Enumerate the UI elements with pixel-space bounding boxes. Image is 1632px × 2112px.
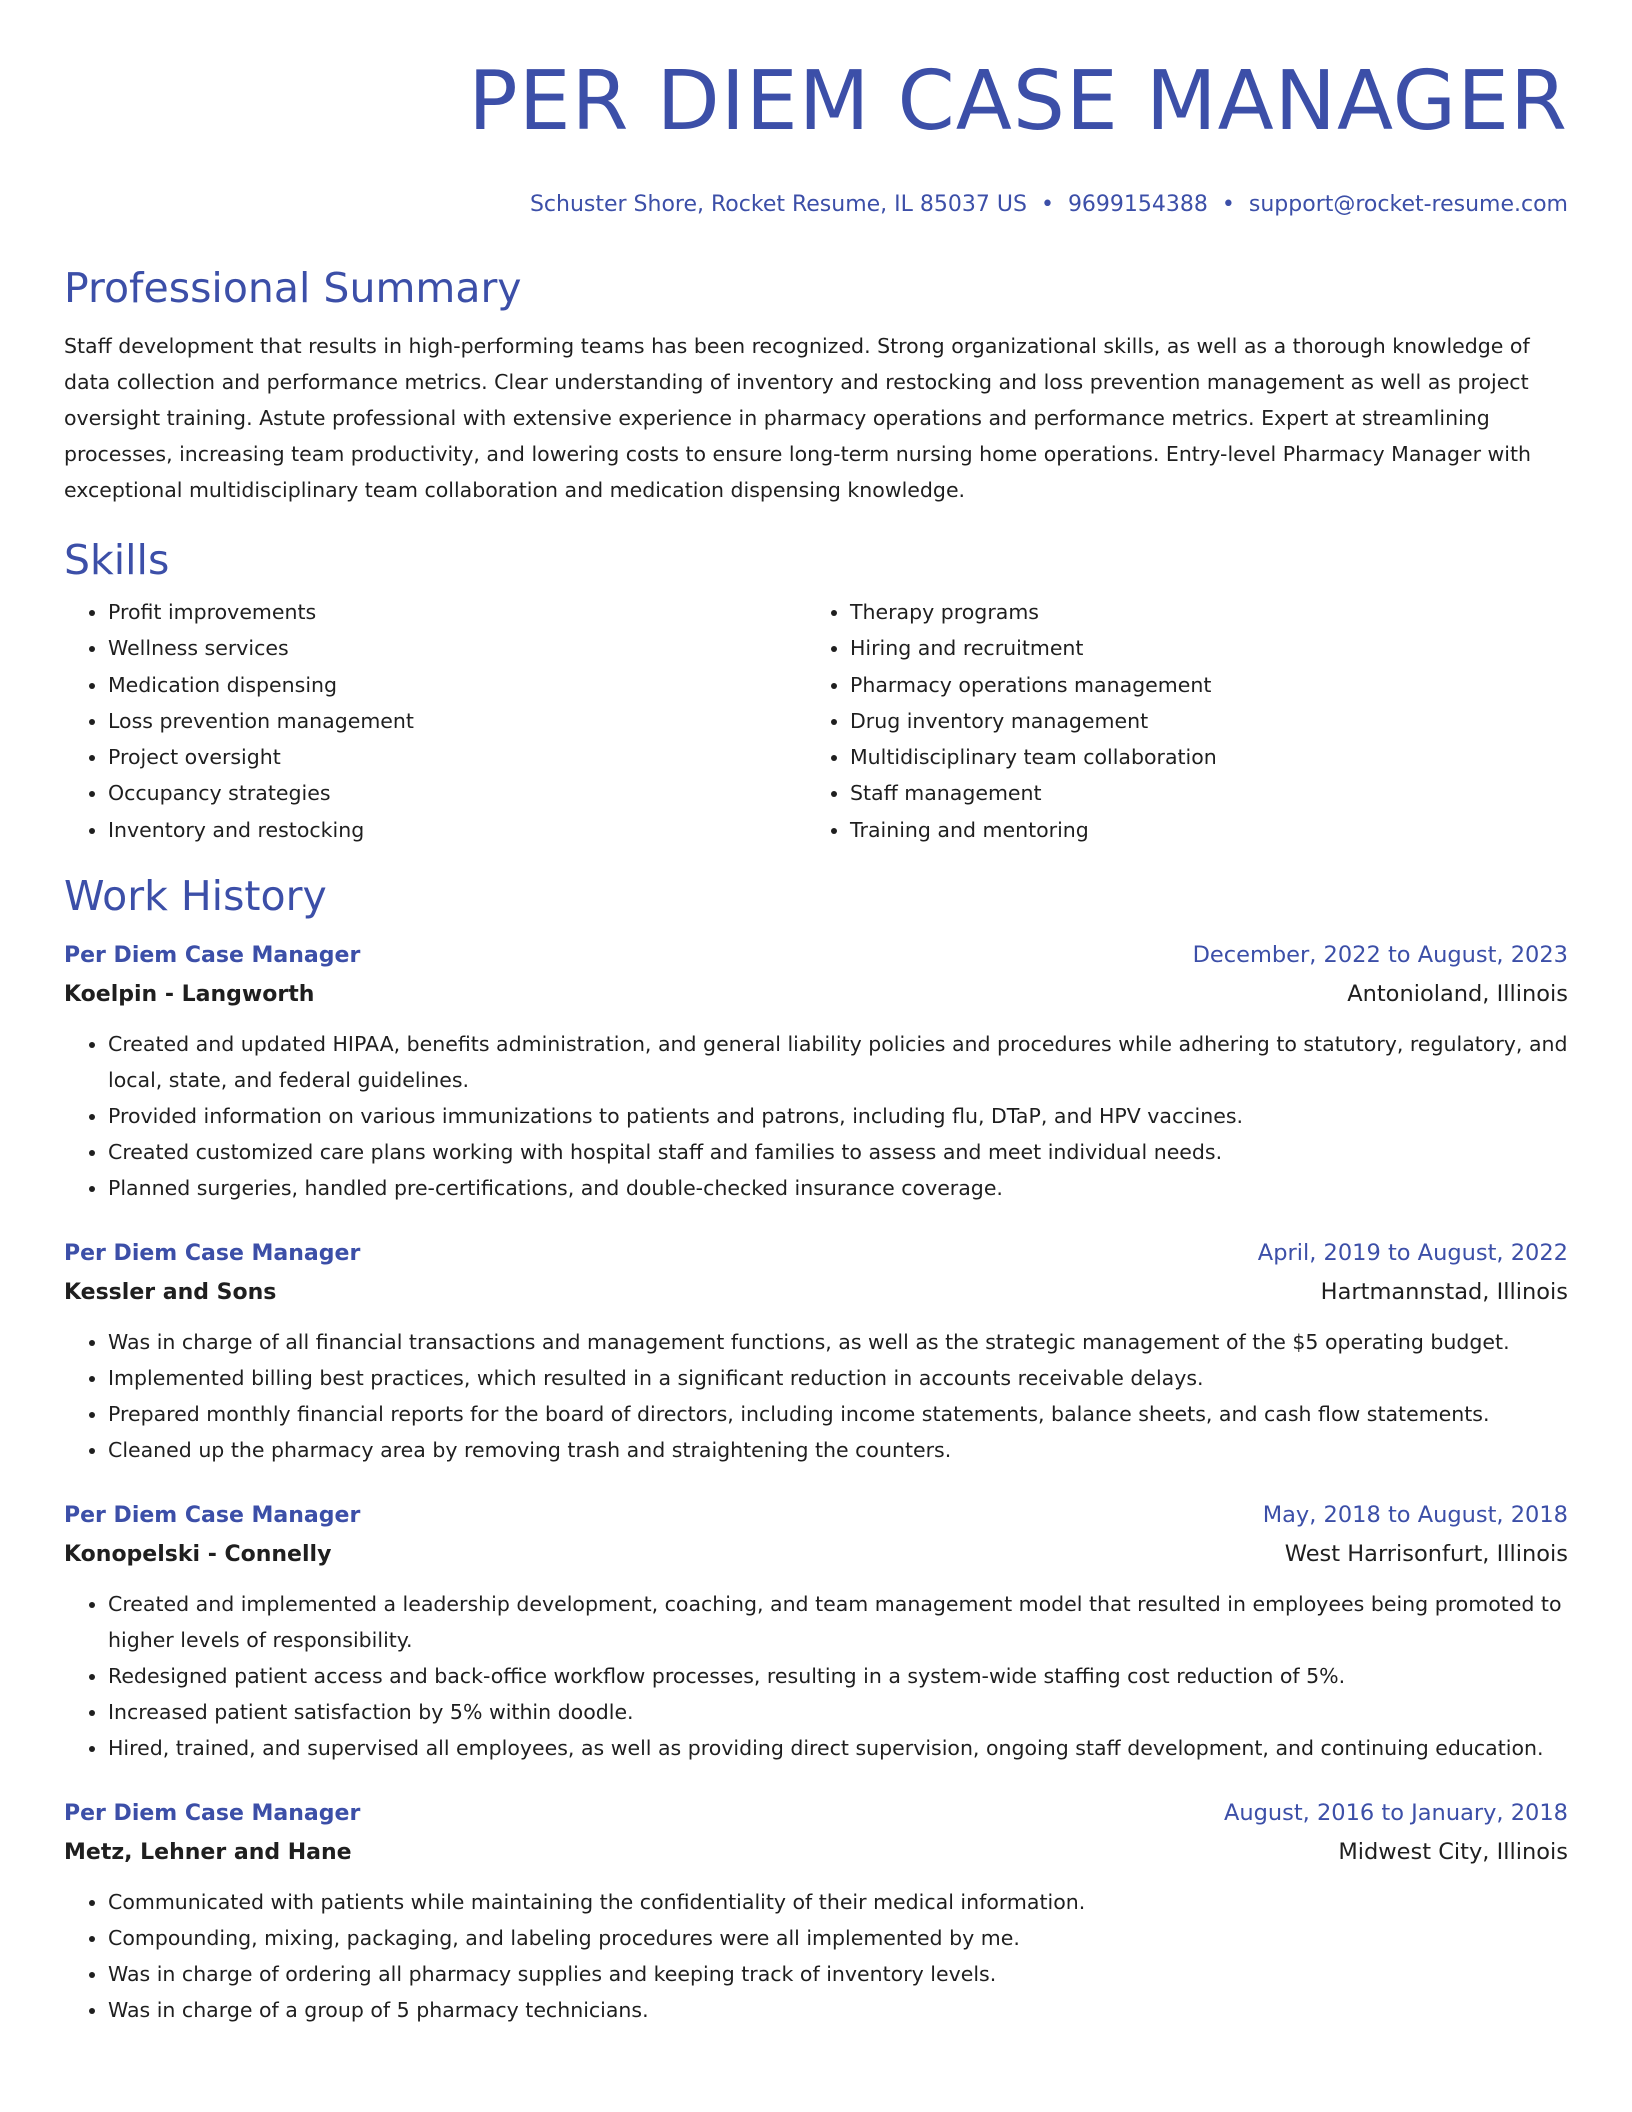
job-location: Antonioland, Illinois (1347, 981, 1568, 1008)
work-history-heading: Work History (64, 872, 327, 921)
job-title: Per Diem Case Manager (64, 1801, 361, 1827)
job-entry (64, 1234, 1568, 1468)
job-entry (64, 936, 1568, 1206)
skill-item: • Drug inventory management (850, 703, 1548, 739)
job-bullet: • Was in charge of all financial transactions and management functions, as well as the strategic management of the $5 operating budget. (108, 1324, 1568, 1360)
candidate-name: PER DIEM CASE MANAGER (468, 54, 1568, 149)
skills-section (64, 534, 1568, 848)
job-bullet: • Implemented billing best practices, which resulted in a significant reduction in accounts receivable delays. (108, 1360, 1568, 1396)
contact-address: Schuster Shore, Rocket Resume, IL 85037 US (529, 192, 1027, 217)
job-bullet: • Compounding, mixing, packaging, and labeling procedures were all implemented by me. (108, 1920, 1568, 1956)
job-company: Metz, Lehner and Hane (64, 1840, 352, 1866)
contact-email[interactable]: support@rocket-resume.com (1248, 192, 1568, 217)
contact-separator: • (1221, 192, 1235, 217)
job-dates: May, 2018 to August, 2018 (1262, 1502, 1568, 1529)
summary-heading: Professional Summary (64, 264, 522, 312)
job-company: Konopelski - Connelly (64, 1542, 332, 1568)
job-bullet: • Was in charge of ordering all pharmacy supplies and keeping track of inventory levels. (108, 1956, 1568, 1992)
job-bullets (64, 1324, 1568, 1468)
job-location: West Harrisonfurt, Illinois (1284, 1541, 1568, 1568)
skill-item: • Hiring and recruitment (850, 630, 1548, 666)
job-dates: August, 2016 to January, 2018 (1223, 1800, 1568, 1827)
job-bullet: • Redesigned patient access and back-office workflow processes, resulting in a system-wide staffing cost reduction of 5%. (108, 1658, 1568, 1694)
job-bullets (64, 1586, 1568, 1766)
job-bullet: • Planned surgeries, handled pre-certifications, and double-checked insurance coverage. (108, 1170, 1568, 1206)
skill-item: • Staff management (850, 775, 1548, 811)
job-company-row (64, 1833, 1568, 1872)
contact-line (64, 190, 1568, 220)
resume-header (64, 50, 1568, 220)
job-bullet: • Created customized care plans working with hospital staff and families to assess and meet individual needs. (108, 1134, 1568, 1170)
job-title-row (64, 1234, 1568, 1273)
skill-item: • Inventory and restocking (108, 812, 806, 848)
job-bullet: • Created and implemented a leadership development, coaching, and team management model that resulted in employees being promoted to higher levels of responsibility. (108, 1586, 1568, 1658)
contact-phone[interactable]: 9699154388 (1067, 192, 1208, 217)
job-bullet: • Created and updated HIPAA, benefits administration, and general liability policies and procedures while adhering to statutory, regulatory, and local, state, and federal guidelines. (108, 1026, 1568, 1098)
job-bullet: • Was in charge of a group of 5 pharmacy technicians. (108, 1992, 1568, 2028)
job-list (64, 936, 1568, 2028)
skill-item: • Therapy programs (850, 594, 1548, 630)
skill-item: • Pharmacy operations management (850, 667, 1548, 703)
skills-list-left (64, 594, 806, 848)
skill-item: • Project oversight (108, 739, 806, 775)
summary-text: Staff development that results in high-performing teams has been recognized. Strong organizational skills, as well as a thorough knowledge of data collection and performance metrics. Clear understanding of inventory and restocking and loss prevention management as well as project oversight training. Astute professional with extensive experience in pharmacy operations and performance metrics. Expert at streamlining processes, increasing team productivity, and lowering costs to ensure long-term nursing home operations. Entry-level Pharmacy Manager with exceptional multidisciplinary team collaboration and medication dispensing knowledge. (64, 334, 1532, 502)
work-history-section (64, 870, 1568, 2028)
job-bullets (64, 1026, 1568, 1206)
job-title-row (64, 1496, 1568, 1535)
job-title-row (64, 936, 1568, 975)
job-bullet: • Cleaned up the pharmacy area by removing trash and straightening the counters. (108, 1432, 1568, 1468)
job-bullet: • Increased patient satisfaction by 5% within doodle. (108, 1694, 1568, 1730)
job-company: Kessler and Sons (64, 1280, 277, 1306)
job-bullet: • Prepared monthly financial reports for the board of directors, including income statements, balance sheets, and cash flow statements. (108, 1396, 1568, 1432)
skill-item: • Medication dispensing (108, 667, 806, 703)
job-dates: December, 2022 to August, 2023 (1192, 942, 1568, 969)
job-title: Per Diem Case Manager (64, 1241, 361, 1267)
summary-section (64, 262, 1568, 508)
skills-columns (64, 594, 1568, 848)
job-company-row (64, 975, 1568, 1014)
job-dates: April, 2019 to August, 2022 (1257, 1240, 1568, 1267)
contact-separator: • (1040, 192, 1054, 217)
job-company-row (64, 1273, 1568, 1312)
skill-item: • Occupancy strategies (108, 775, 806, 811)
job-company: Koelpin - Langworth (64, 982, 315, 1008)
job-entry (64, 1496, 1568, 1766)
skill-item: • Wellness services (108, 630, 806, 666)
skills-list-right (806, 594, 1548, 848)
skill-item: • Profit improvements (108, 594, 806, 630)
job-bullet: • Hired, trained, and supervised all employees, as well as providing direct supervision, ongoing staff development, and continuing education. (108, 1730, 1568, 1766)
skill-item: • Training and mentoring (850, 812, 1548, 848)
job-bullets (64, 1884, 1568, 2028)
job-bullet: • Provided information on various immunizations to patients and patrons, including flu, DTaP, and HPV vaccines. (108, 1098, 1568, 1134)
job-title: Per Diem Case Manager (64, 943, 361, 969)
skill-item: • Loss prevention management (108, 703, 806, 739)
job-bullet: • Communicated with patients while maintaining the confidentiality of their medical information. (108, 1884, 1568, 1920)
job-title-row (64, 1794, 1568, 1833)
job-company-row (64, 1535, 1568, 1574)
skills-heading: Skills (64, 536, 170, 584)
job-entry (64, 1794, 1568, 2028)
job-location: Hartmannstad, Illinois (1320, 1279, 1568, 1306)
job-title: Per Diem Case Manager (64, 1503, 361, 1529)
job-location: Midwest City, Illinois (1338, 1839, 1568, 1866)
skill-item: • Multidisciplinary team collaboration (850, 739, 1548, 775)
